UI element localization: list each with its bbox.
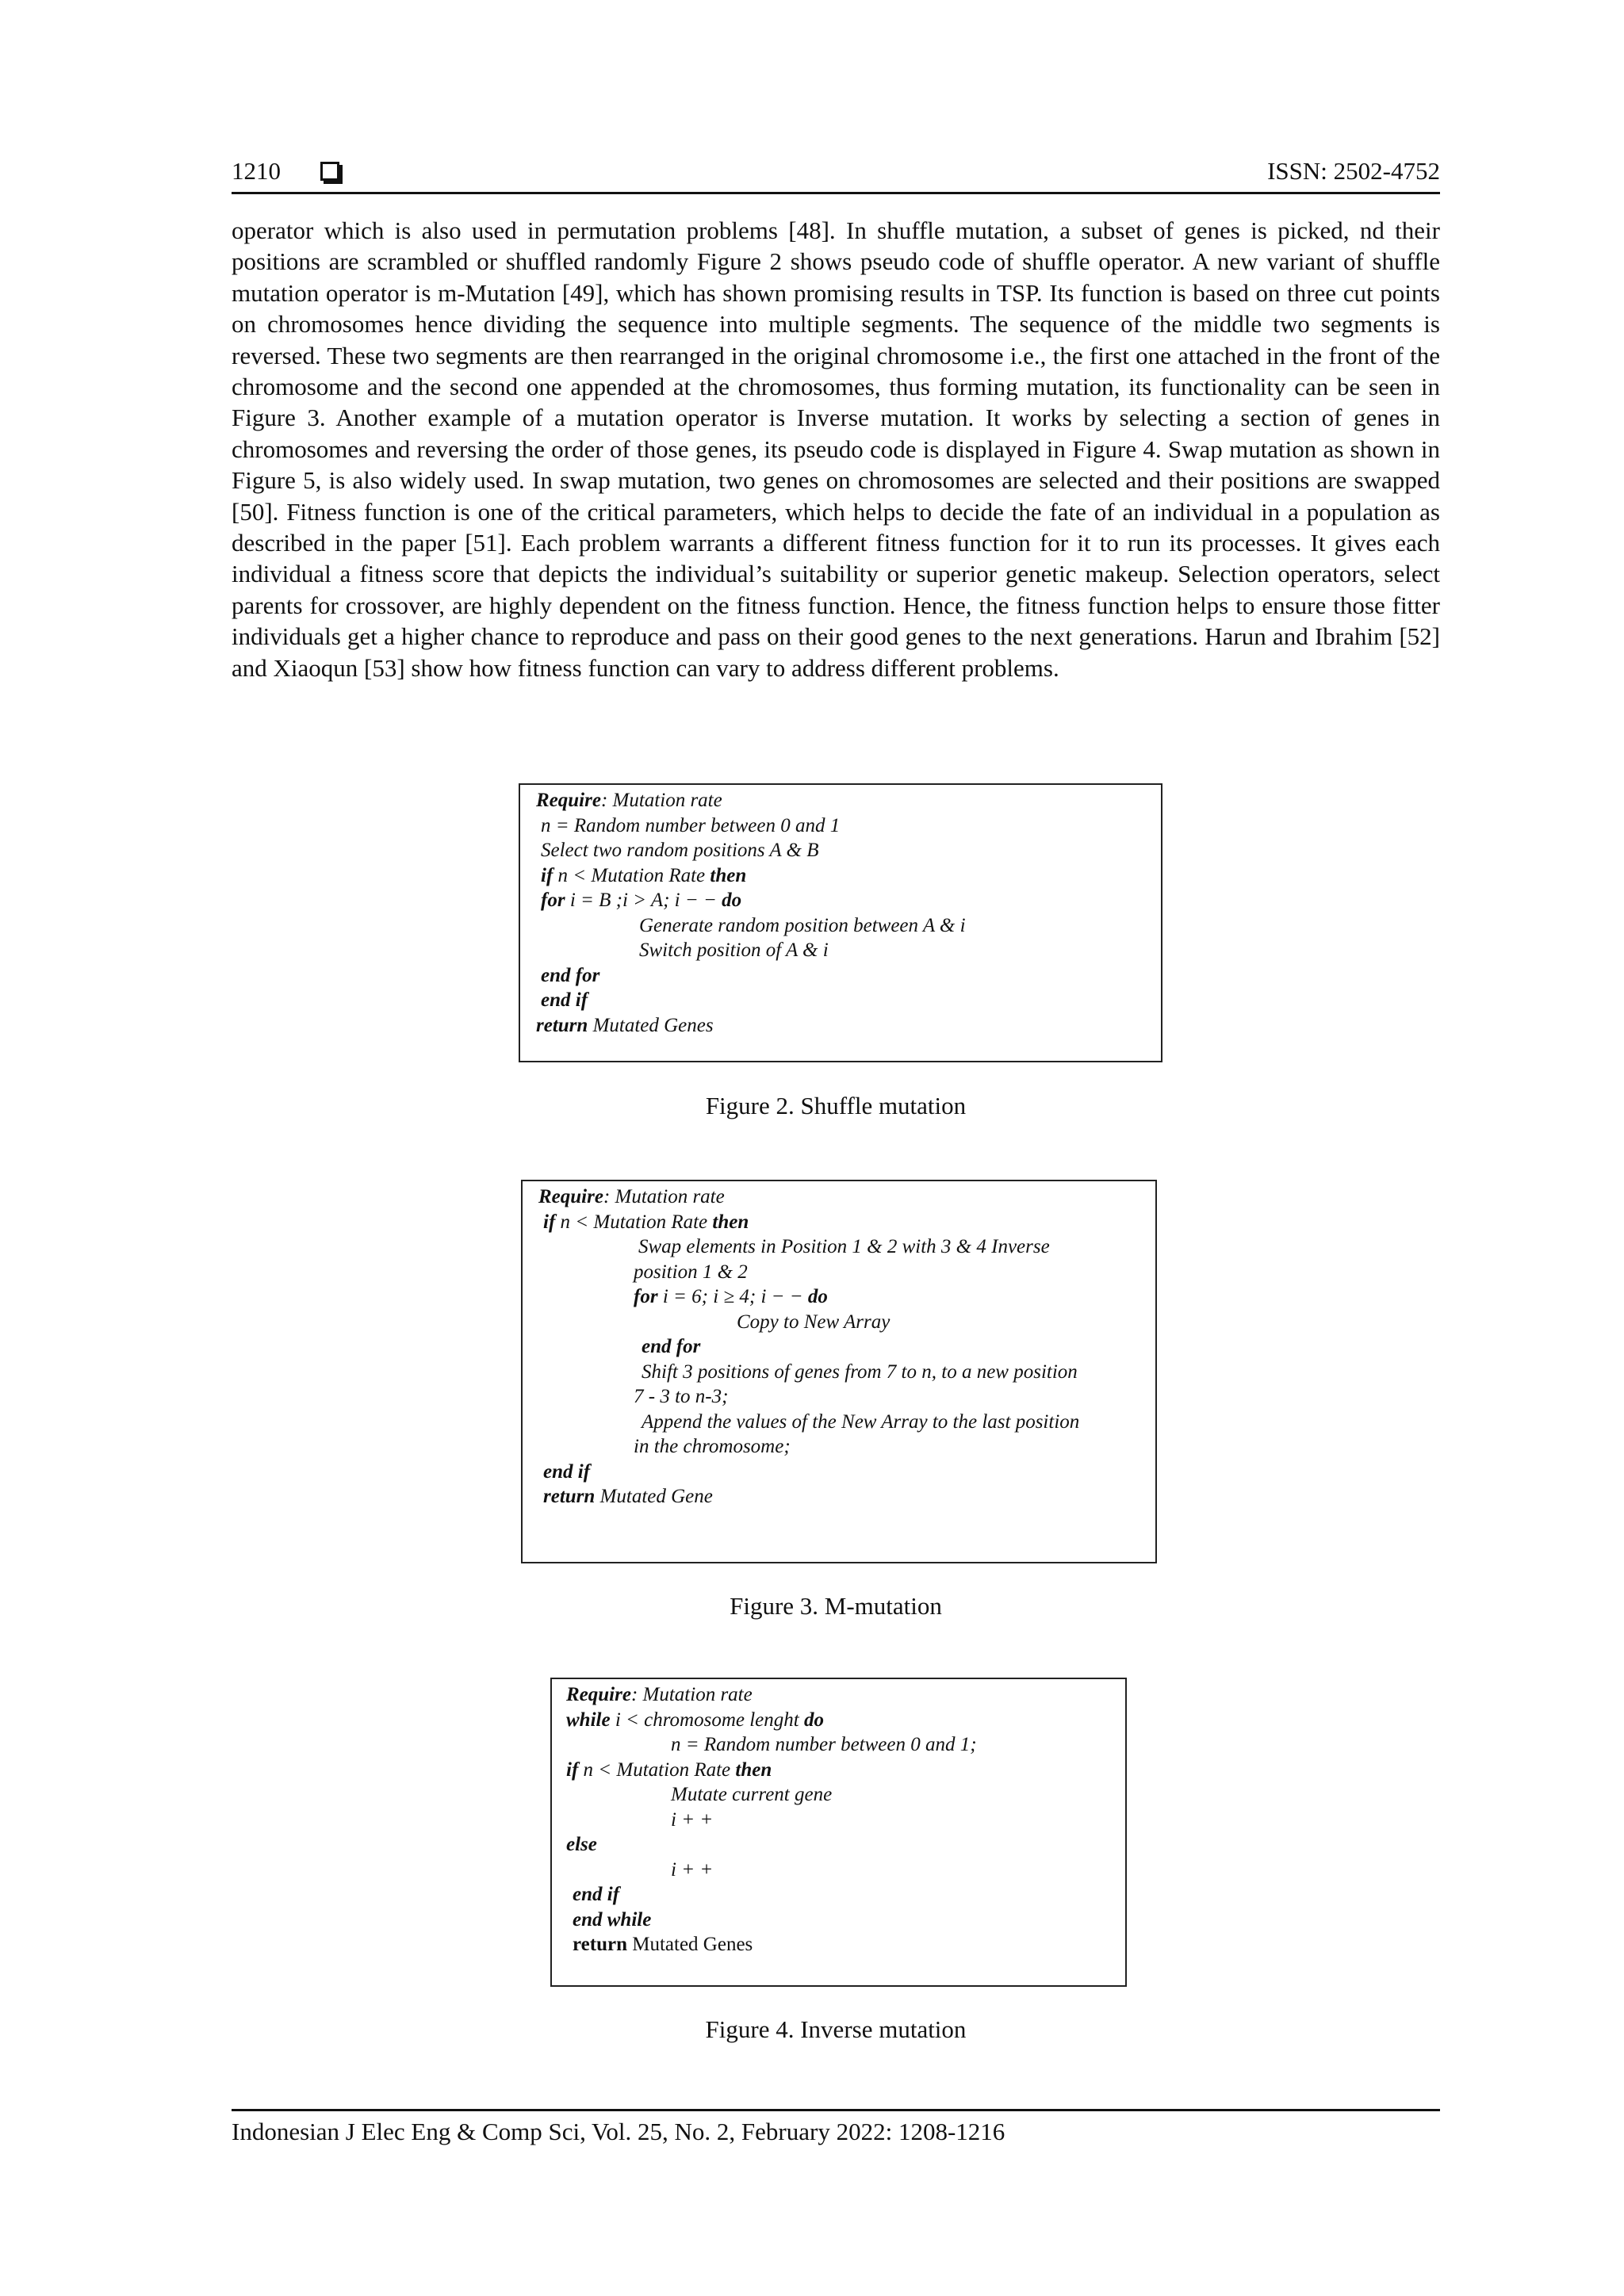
pseudocode-line — [634, 1434, 791, 1460]
figure-2-pseudocode-box — [519, 783, 1162, 1062]
pseudocode-line — [566, 1682, 753, 1708]
pseudocode-keyword: end for — [642, 1336, 701, 1357]
pseudocode-text: n < Mutation Rate — [553, 864, 710, 886]
pseudocode-keyword: else — [566, 1834, 597, 1855]
body-paragraph: operator which is also used in permutation problems [48]. In shuffle mutation, a subset of genes is picked, nd their positions are scrambled or shuffled randomly Figure 2 shows pseudo code of shuffle operator. A new variant of shuffle mutation operator is m-Mutation [49], which has shown promising results in TSP. Its function is based on three cut points on chromosomes hence dividing the sequence into multiple segments. The sequence of the middle two segments is reversed. These two segments are then rearranged in the original chromosome i.e., the first one attached in the front of the chromosome and the second one appended at the chromosomes, thus forming mutation, its functionality can be seen in Figure 3. Another example of a mutation operator is Inverse mutation. It works by selecting a section of genes in chromosomes and reversing the order of those genes, its pseudo code is displayed in Figure 4. Swap mutation as shown in Figure 5, is also widely used. In swap mutation, two genes on chromosomes are selected and their positions are swapped [50]. Fitness function is one of the critical parameters, which helps to decide the fate of an individual in a population as described in the paper [51]. Each problem warrants a different fitness function for it to run its processes. It gives each individual a fitness score that depicts the individual’s suitability or superior genetic makeup. Selection operators, select parents for crossover, are highly dependent on the fitness function. Hence, the fitness function helps to ensure those fitter individuals get a higher chance to reproduce and pass on their good genes to the next generations. Harun and Ibrahim [52] and Xiaoqun [53] show how fitness function can vary to address different problems. — [232, 216, 1440, 682]
pseudocode-line — [566, 1708, 824, 1733]
pseudocode-line — [541, 863, 746, 889]
pseudocode-keyword: if — [566, 1758, 579, 1781]
pseudocode-text: Mutated Genes — [626, 1934, 753, 1955]
pseudocode-line — [536, 788, 722, 813]
pseudocode-text: Copy to New Array — [737, 1311, 891, 1333]
pseudocode-keyword: do — [722, 890, 742, 911]
pseudocode-text: n = Random number between 0 and 1 — [541, 814, 841, 836]
pseudocode-line — [536, 1013, 714, 1039]
pseudocode-line — [566, 1832, 597, 1858]
figure-3-caption: Figure 3. M-mutation — [730, 1592, 942, 1620]
pseudocode-line — [543, 1210, 749, 1235]
footer-rule — [232, 2109, 1440, 2111]
figure-2-caption: Figure 2. Shuffle mutation — [705, 1092, 967, 1119]
pseudocode-text: Switch position of A & i — [639, 939, 829, 961]
pseudocode-keyword: end while — [573, 1908, 652, 1931]
pseudocode-keyword: then — [712, 1211, 749, 1233]
pseudocode-keyword: end if — [573, 1884, 620, 1905]
pseudocode-line — [671, 1732, 977, 1758]
pseudocode-keyword: do — [807, 1286, 828, 1307]
pseudocode-line — [642, 1410, 1079, 1435]
pseudocode-line — [639, 938, 829, 963]
pseudocode-text: i + + — [671, 1858, 714, 1881]
pseudocode-line — [543, 1460, 590, 1485]
pseudocode-text: n = Random number between 0 and 1; — [671, 1734, 977, 1755]
pseudocode-line — [634, 1260, 748, 1285]
pseudocode-keyword: end if — [543, 1460, 591, 1483]
pseudocode-line — [671, 1782, 832, 1808]
pseudocode-line — [671, 1808, 713, 1833]
pseudocode-line — [541, 838, 818, 863]
pseudocode-keyword: Require — [566, 1684, 631, 1705]
pseudocode-keyword: for — [541, 890, 565, 911]
pseudocode-keyword: return — [543, 1486, 596, 1507]
header-rule — [232, 192, 1440, 194]
figure-4-pseudocode-box — [550, 1678, 1127, 1987]
pseudocode-keyword: do — [803, 1709, 824, 1731]
pseudocode-text: Shift 3 positions of genes from 7 to n, to a new position — [642, 1360, 1078, 1383]
pseudocode-line — [638, 1234, 1050, 1260]
pseudocode-keyword: if — [541, 864, 553, 886]
pseudocode-text: i = B ;i > A; i − − — [565, 890, 722, 911]
pseudocode-line — [566, 1758, 772, 1783]
pseudocode-text: Append the values of the New Array to the last position — [642, 1410, 1080, 1433]
page-number: 1210 — [232, 157, 281, 185]
pseudocode-line — [543, 1484, 713, 1510]
pseudocode-text: position 1 & 2 — [634, 1261, 748, 1283]
pseudocode-keyword: end if — [541, 989, 588, 1011]
page-footer — [232, 2109, 1440, 2148]
pseudocode-text: Generate random position between A & i — [639, 914, 966, 936]
pseudocode-line — [634, 1284, 828, 1310]
pseudocode-text: n < Mutation Rate — [555, 1211, 713, 1233]
pseudocode-line — [642, 1334, 700, 1360]
pseudocode-line — [671, 1858, 713, 1883]
pseudocode-keyword: end for — [541, 964, 600, 986]
pseudocode-keyword: for — [634, 1286, 658, 1307]
pseudocode-text: i = 6; i ≥ 4; i − − — [657, 1286, 808, 1307]
pseudocode-line — [541, 888, 741, 913]
pseudocode-text: : Mutation rate — [600, 790, 722, 811]
pseudocode-text: i + + — [671, 1808, 714, 1831]
pseudocode-keyword: then — [735, 1758, 772, 1781]
pseudocode-line — [541, 813, 840, 839]
pseudocode-keyword: Require — [536, 790, 601, 811]
pseudocode-keyword: while — [566, 1709, 611, 1731]
pseudocode-keyword: then — [710, 864, 747, 886]
pseudocode-text: Mutated Gene — [595, 1486, 713, 1507]
pseudocode-text: Mutate current gene — [671, 1784, 833, 1805]
pseudocode-keyword: return — [573, 1934, 627, 1955]
square-bullet-icon — [320, 162, 339, 181]
pseudocode-line — [541, 963, 599, 989]
footer-citation: Indonesian J Elec Eng & Comp Sci, Vol. 25, No. 2, February 2022: 1208-1216 — [232, 2118, 1005, 2145]
pseudocode-line — [573, 1932, 753, 1957]
figure-4-caption: Figure 4. Inverse mutation — [705, 2015, 967, 2043]
pseudocode-text: : Mutation rate — [630, 1684, 753, 1705]
pseudocode-line — [573, 1882, 619, 1908]
pseudocode-line — [642, 1360, 1078, 1385]
pseudocode-line — [737, 1310, 890, 1335]
pseudocode-keyword: Require — [538, 1186, 603, 1207]
figure-3-pseudocode-box — [521, 1180, 1157, 1563]
pseudocode-text: Mutated Genes — [588, 1014, 714, 1036]
issn-label: ISSN: 2502-4752 — [1267, 157, 1440, 185]
pseudocode-text: Select two random positions A & B — [541, 840, 819, 861]
pseudocode-keyword: return — [536, 1014, 588, 1036]
pseudocode-text: : Mutation rate — [603, 1186, 725, 1207]
pseudocode-text: n < Mutation Rate — [578, 1758, 736, 1781]
pseudocode-keyword: if — [543, 1211, 556, 1233]
pseudocode-line — [639, 913, 966, 939]
pseudocode-text: Swap elements in Position 1 & 2 with 3 & 4 Inverse — [638, 1236, 1050, 1257]
pseudocode-text: 7 - 3 to n-3; — [634, 1386, 729, 1407]
page-header — [232, 155, 1440, 197]
pseudocode-text: in the chromosome; — [634, 1436, 791, 1457]
pseudocode-line — [634, 1384, 728, 1410]
pseudocode-line — [538, 1184, 725, 1210]
pseudocode-line — [541, 988, 588, 1013]
pseudocode-text: i < chromosome lenght — [610, 1709, 804, 1731]
pseudocode-line — [573, 1908, 651, 1933]
